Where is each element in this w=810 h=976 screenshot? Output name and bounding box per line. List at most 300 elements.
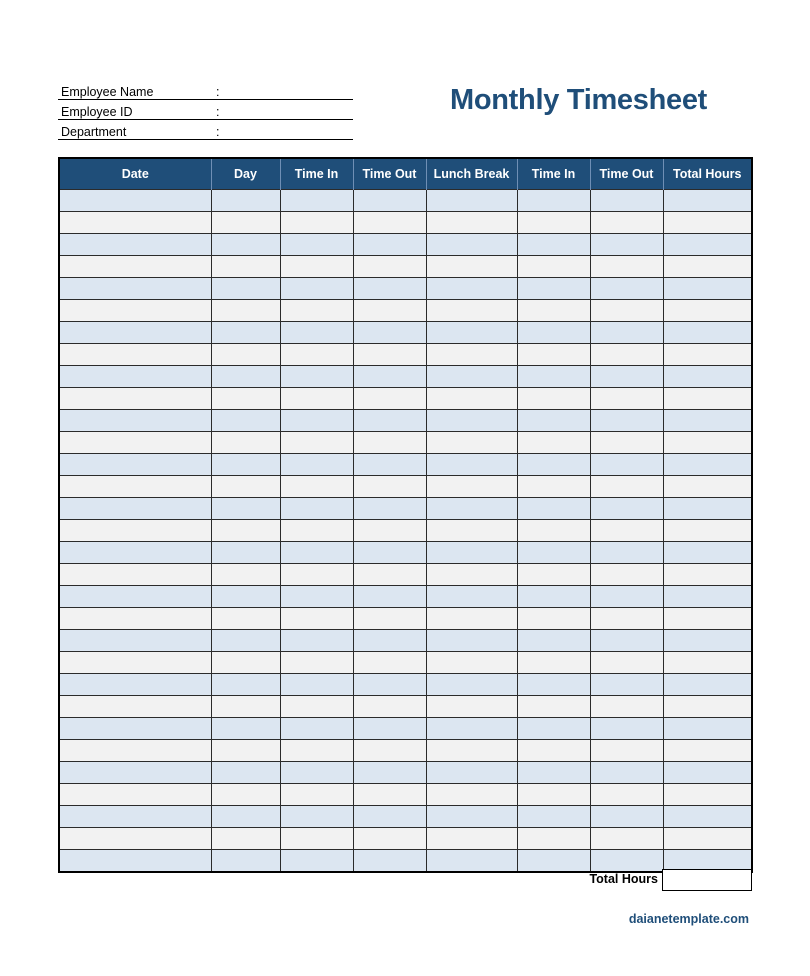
table-cell[interactable]	[211, 850, 280, 873]
timesheet-table	[58, 157, 753, 873]
table-cell[interactable]	[590, 784, 663, 806]
table-cell[interactable]	[280, 498, 353, 520]
table-cell[interactable]	[59, 278, 211, 300]
table-cell[interactable]	[280, 674, 353, 696]
table-row	[59, 212, 752, 234]
table-cell[interactable]	[211, 696, 280, 718]
table-cell[interactable]	[59, 762, 211, 784]
table-cell[interactable]	[353, 300, 426, 322]
table-cell[interactable]	[426, 190, 517, 212]
table-cell[interactable]	[517, 542, 590, 564]
column-header-date: Date	[59, 158, 211, 190]
table-cell[interactable]	[280, 388, 353, 410]
table-cell[interactable]	[517, 278, 590, 300]
table-cell[interactable]	[353, 520, 426, 542]
table-row	[59, 388, 752, 410]
table-cell[interactable]	[211, 674, 280, 696]
table-cell[interactable]	[590, 564, 663, 586]
footer-site-link[interactable]: daianetemplate.com	[628, 912, 749, 926]
column-header-time-in: Time In	[280, 158, 353, 190]
table-row	[59, 608, 752, 630]
table-cell[interactable]	[211, 784, 280, 806]
table-cell[interactable]	[517, 256, 590, 278]
table-cell[interactable]	[590, 696, 663, 718]
table-cell[interactable]	[211, 388, 280, 410]
table-row	[59, 520, 752, 542]
table-cell[interactable]	[211, 762, 280, 784]
employee-name-row[interactable]	[58, 80, 353, 100]
table-cell[interactable]	[663, 696, 752, 718]
column-header-time-in-2: Time In	[517, 158, 590, 190]
table-cell[interactable]	[353, 586, 426, 608]
table-cell[interactable]	[663, 828, 752, 850]
table-cell[interactable]	[517, 564, 590, 586]
table-cell[interactable]	[663, 586, 752, 608]
table-cell[interactable]	[280, 322, 353, 344]
table-cell[interactable]	[426, 344, 517, 366]
table-row	[59, 498, 752, 520]
table-cell[interactable]	[426, 564, 517, 586]
column-header-lunch-break: Lunch Break	[426, 158, 517, 190]
table-cell[interactable]	[663, 344, 752, 366]
table-cell[interactable]	[59, 784, 211, 806]
table-cell[interactable]	[280, 344, 353, 366]
table-cell[interactable]	[280, 630, 353, 652]
table-cell[interactable]	[353, 234, 426, 256]
table-row	[59, 454, 752, 476]
page-title: Monthly Timesheet	[450, 84, 708, 116]
table-cell[interactable]	[280, 740, 353, 762]
table-cell[interactable]	[59, 586, 211, 608]
table-cell[interactable]	[426, 300, 517, 322]
table-cell[interactable]	[590, 322, 663, 344]
table-cell[interactable]	[590, 476, 663, 498]
table-cell[interactable]	[663, 718, 752, 740]
table-cell[interactable]	[426, 542, 517, 564]
table-cell[interactable]	[59, 652, 211, 674]
table-cell[interactable]	[211, 234, 280, 256]
table-cell[interactable]	[517, 410, 590, 432]
table-cell[interactable]	[211, 542, 280, 564]
table-cell[interactable]	[517, 806, 590, 828]
table-cell[interactable]	[211, 520, 280, 542]
table-cell[interactable]	[353, 278, 426, 300]
table-cell[interactable]	[280, 432, 353, 454]
table-cell[interactable]	[280, 454, 353, 476]
table-cell[interactable]	[590, 190, 663, 212]
table-cell[interactable]	[590, 586, 663, 608]
table-cell[interactable]	[663, 784, 752, 806]
table-cell[interactable]	[590, 300, 663, 322]
table-cell[interactable]	[353, 542, 426, 564]
table-cell[interactable]	[590, 234, 663, 256]
table-cell[interactable]	[211, 718, 280, 740]
table-cell[interactable]	[59, 366, 211, 388]
table-row	[59, 300, 752, 322]
table-cell[interactable]	[590, 256, 663, 278]
table-cell[interactable]	[59, 300, 211, 322]
table-cell[interactable]	[517, 828, 590, 850]
table-row	[59, 762, 752, 784]
table-row	[59, 256, 752, 278]
table-cell[interactable]	[211, 300, 280, 322]
table-cell[interactable]	[590, 850, 663, 873]
table-cell[interactable]	[280, 806, 353, 828]
table-cell[interactable]	[426, 476, 517, 498]
table-cell[interactable]	[590, 740, 663, 762]
table-cell[interactable]	[280, 608, 353, 630]
table-cell[interactable]	[426, 696, 517, 718]
table-cell[interactable]	[426, 586, 517, 608]
table-cell[interactable]	[663, 256, 752, 278]
table-cell[interactable]	[663, 630, 752, 652]
table-cell[interactable]	[426, 256, 517, 278]
table-cell[interactable]	[353, 344, 426, 366]
table-cell[interactable]	[59, 850, 211, 873]
table-cell[interactable]	[426, 388, 517, 410]
table-row	[59, 850, 752, 873]
table-cell[interactable]	[590, 432, 663, 454]
table-cell[interactable]	[663, 564, 752, 586]
total-hours-label: Total Hours	[589, 872, 658, 886]
table-cell[interactable]	[353, 740, 426, 762]
table-cell[interactable]	[280, 410, 353, 432]
table-row	[59, 652, 752, 674]
table-cell[interactable]	[426, 212, 517, 234]
department-label: Department	[61, 125, 127, 139]
table-cell[interactable]	[59, 344, 211, 366]
table-cell[interactable]	[280, 234, 353, 256]
table-cell[interactable]	[353, 608, 426, 630]
table-cell[interactable]	[517, 652, 590, 674]
table-cell[interactable]	[517, 476, 590, 498]
table-cell[interactable]	[517, 366, 590, 388]
table-cell[interactable]	[59, 828, 211, 850]
table-cell[interactable]	[663, 498, 752, 520]
table-cell[interactable]	[426, 498, 517, 520]
table-cell[interactable]	[590, 652, 663, 674]
table-cell[interactable]	[59, 564, 211, 586]
column-header-time-out-2: Time Out	[590, 158, 663, 190]
table-cell[interactable]	[211, 432, 280, 454]
table-cell[interactable]	[663, 366, 752, 388]
employee-id-colon: :	[216, 105, 220, 119]
table-cell[interactable]	[426, 520, 517, 542]
table-cell[interactable]	[353, 828, 426, 850]
table-cell[interactable]	[211, 586, 280, 608]
table-cell[interactable]	[426, 410, 517, 432]
table-cell[interactable]	[663, 432, 752, 454]
table-cell[interactable]	[426, 806, 517, 828]
table-cell[interactable]	[211, 366, 280, 388]
table-cell[interactable]	[353, 784, 426, 806]
table-cell[interactable]	[426, 366, 517, 388]
table-cell[interactable]	[663, 652, 752, 674]
table-cell[interactable]	[211, 190, 280, 212]
employee-info-block	[58, 80, 353, 140]
table-cell[interactable]	[59, 388, 211, 410]
table-cell[interactable]	[280, 300, 353, 322]
table-row	[59, 806, 752, 828]
table-cell[interactable]	[59, 234, 211, 256]
employee-name-colon: :	[216, 85, 220, 99]
employee-name-label: Employee Name	[61, 85, 154, 99]
table-cell[interactable]	[280, 762, 353, 784]
table-cell[interactable]	[517, 322, 590, 344]
column-header-time-out: Time Out	[353, 158, 426, 190]
table-cell[interactable]	[280, 652, 353, 674]
table-cell[interactable]	[663, 300, 752, 322]
table-cell[interactable]	[663, 234, 752, 256]
table-row	[59, 564, 752, 586]
table-cell[interactable]	[59, 696, 211, 718]
table-cell[interactable]	[211, 344, 280, 366]
table-cell[interactable]	[59, 410, 211, 432]
table-cell[interactable]	[590, 212, 663, 234]
table-cell[interactable]	[517, 674, 590, 696]
table-cell[interactable]	[280, 278, 353, 300]
table-cell[interactable]	[663, 454, 752, 476]
table-cell[interactable]	[426, 608, 517, 630]
table-cell[interactable]	[353, 212, 426, 234]
table-cell[interactable]	[353, 190, 426, 212]
timesheet-body	[59, 190, 752, 873]
table-cell[interactable]	[59, 432, 211, 454]
employee-id-label: Employee ID	[61, 105, 133, 119]
table-cell[interactable]	[353, 718, 426, 740]
table-cell[interactable]	[280, 718, 353, 740]
table-cell[interactable]	[663, 212, 752, 234]
table-cell[interactable]	[211, 256, 280, 278]
table-cell[interactable]	[426, 828, 517, 850]
table-cell[interactable]	[590, 806, 663, 828]
table-cell[interactable]	[59, 256, 211, 278]
table-cell[interactable]	[353, 432, 426, 454]
column-header-day: Day	[211, 158, 280, 190]
table-cell[interactable]	[517, 432, 590, 454]
table-cell[interactable]	[663, 542, 752, 564]
table-cell[interactable]	[280, 520, 353, 542]
table-cell[interactable]	[517, 454, 590, 476]
table-cell[interactable]	[517, 212, 590, 234]
table-cell[interactable]	[353, 256, 426, 278]
table-cell[interactable]	[663, 322, 752, 344]
table-cell[interactable]	[59, 212, 211, 234]
table-cell[interactable]	[663, 388, 752, 410]
table-cell[interactable]	[353, 366, 426, 388]
table-cell[interactable]	[211, 476, 280, 498]
table-cell[interactable]	[59, 740, 211, 762]
table-cell[interactable]	[59, 674, 211, 696]
table-cell[interactable]	[353, 806, 426, 828]
table-cell[interactable]	[517, 696, 590, 718]
table-cell[interactable]	[663, 410, 752, 432]
table-cell[interactable]	[517, 740, 590, 762]
table-cell[interactable]	[663, 674, 752, 696]
table-cell[interactable]	[59, 498, 211, 520]
table-cell[interactable]	[590, 520, 663, 542]
table-cell[interactable]	[280, 696, 353, 718]
table-cell[interactable]	[517, 762, 590, 784]
table-cell[interactable]	[590, 608, 663, 630]
table-cell[interactable]	[426, 850, 517, 873]
table-cell[interactable]	[353, 630, 426, 652]
table-cell[interactable]	[517, 850, 590, 873]
table-cell[interactable]	[590, 828, 663, 850]
table-row	[59, 630, 752, 652]
table-cell[interactable]	[280, 784, 353, 806]
table-cell[interactable]	[517, 498, 590, 520]
department-colon: :	[216, 125, 220, 139]
table-cell[interactable]	[517, 608, 590, 630]
table-cell[interactable]	[280, 256, 353, 278]
table-row	[59, 344, 752, 366]
table-cell[interactable]	[280, 828, 353, 850]
table-row	[59, 322, 752, 344]
table-row	[59, 476, 752, 498]
table-cell[interactable]	[280, 190, 353, 212]
table-cell[interactable]	[211, 564, 280, 586]
table-cell[interactable]	[59, 520, 211, 542]
table-cell[interactable]	[353, 476, 426, 498]
table-cell[interactable]	[353, 652, 426, 674]
table-cell[interactable]	[211, 454, 280, 476]
table-cell[interactable]	[426, 718, 517, 740]
table-cell[interactable]	[663, 476, 752, 498]
table-cell[interactable]	[426, 234, 517, 256]
table-cell[interactable]	[211, 498, 280, 520]
table-cell[interactable]	[663, 740, 752, 762]
table-cell[interactable]	[280, 564, 353, 586]
table-cell[interactable]	[590, 630, 663, 652]
table-cell[interactable]	[590, 366, 663, 388]
table-cell[interactable]	[663, 520, 752, 542]
table-cell[interactable]	[353, 564, 426, 586]
table-cell[interactable]	[353, 410, 426, 432]
table-cell[interactable]	[590, 542, 663, 564]
table-row	[59, 828, 752, 850]
table-cell[interactable]	[353, 674, 426, 696]
table-cell[interactable]	[590, 388, 663, 410]
table-row	[59, 718, 752, 740]
table-cell[interactable]	[353, 762, 426, 784]
table-cell[interactable]	[59, 476, 211, 498]
table-cell[interactable]	[590, 718, 663, 740]
table-cell[interactable]	[211, 278, 280, 300]
table-cell[interactable]	[590, 410, 663, 432]
table-cell[interactable]	[353, 388, 426, 410]
table-cell[interactable]	[211, 322, 280, 344]
table-cell[interactable]	[426, 762, 517, 784]
table-cell[interactable]	[517, 718, 590, 740]
table-cell[interactable]	[426, 454, 517, 476]
table-row	[59, 234, 752, 256]
table-cell[interactable]	[663, 278, 752, 300]
table-cell[interactable]	[426, 278, 517, 300]
table-cell[interactable]	[517, 234, 590, 256]
table-cell[interactable]	[517, 300, 590, 322]
column-header-total-hours: Total Hours	[663, 158, 752, 190]
table-cell[interactable]	[517, 630, 590, 652]
table-row	[59, 542, 752, 564]
table-cell[interactable]	[426, 674, 517, 696]
table-cell[interactable]	[280, 476, 353, 498]
table-cell[interactable]	[426, 630, 517, 652]
table-cell[interactable]	[663, 190, 752, 212]
table-cell[interactable]	[590, 498, 663, 520]
table-cell[interactable]	[211, 212, 280, 234]
table-cell[interactable]	[590, 278, 663, 300]
table-cell[interactable]	[59, 190, 211, 212]
table-cell[interactable]	[59, 454, 211, 476]
table-cell[interactable]	[517, 520, 590, 542]
table-cell[interactable]	[59, 806, 211, 828]
table-cell[interactable]	[426, 432, 517, 454]
table-cell[interactable]	[517, 388, 590, 410]
table-cell[interactable]	[353, 454, 426, 476]
table-cell[interactable]	[590, 674, 663, 696]
table-cell[interactable]	[426, 322, 517, 344]
table-cell[interactable]	[663, 608, 752, 630]
table-cell[interactable]	[517, 586, 590, 608]
table-row	[59, 696, 752, 718]
table-cell[interactable]	[590, 454, 663, 476]
table-row	[59, 190, 752, 212]
table-cell[interactable]	[211, 828, 280, 850]
table-cell[interactable]	[280, 850, 353, 873]
table-cell[interactable]	[211, 630, 280, 652]
table-cell[interactable]	[663, 806, 752, 828]
table-cell[interactable]	[590, 344, 663, 366]
table-cell[interactable]	[353, 498, 426, 520]
table-cell[interactable]	[211, 806, 280, 828]
total-hours-field[interactable]	[662, 869, 752, 891]
table-cell[interactable]	[663, 762, 752, 784]
table-cell[interactable]	[517, 344, 590, 366]
table-cell[interactable]	[517, 784, 590, 806]
table-cell[interactable]	[59, 718, 211, 740]
table-cell[interactable]	[211, 410, 280, 432]
table-cell[interactable]	[353, 696, 426, 718]
table-row	[59, 586, 752, 608]
table-cell[interactable]	[590, 762, 663, 784]
table-cell[interactable]	[280, 212, 353, 234]
table-cell[interactable]	[280, 542, 353, 564]
table-cell[interactable]	[211, 608, 280, 630]
table-cell[interactable]	[280, 366, 353, 388]
table-row	[59, 278, 752, 300]
table-row	[59, 740, 752, 762]
table-cell[interactable]	[517, 190, 590, 212]
table-cell[interactable]	[353, 850, 426, 873]
employee-id-row[interactable]	[58, 100, 353, 120]
table-cell[interactable]	[59, 608, 211, 630]
table-cell[interactable]	[426, 784, 517, 806]
department-row[interactable]	[58, 120, 353, 140]
table-cell[interactable]	[280, 586, 353, 608]
table-cell[interactable]	[426, 652, 517, 674]
table-row	[59, 410, 752, 432]
table-cell[interactable]	[211, 740, 280, 762]
table-cell[interactable]	[59, 322, 211, 344]
table-row	[59, 432, 752, 454]
table-cell[interactable]	[59, 630, 211, 652]
table-header-row	[59, 158, 752, 190]
table-cell[interactable]	[426, 740, 517, 762]
table-cell[interactable]	[353, 322, 426, 344]
table-cell[interactable]	[211, 652, 280, 674]
table-cell[interactable]	[59, 542, 211, 564]
